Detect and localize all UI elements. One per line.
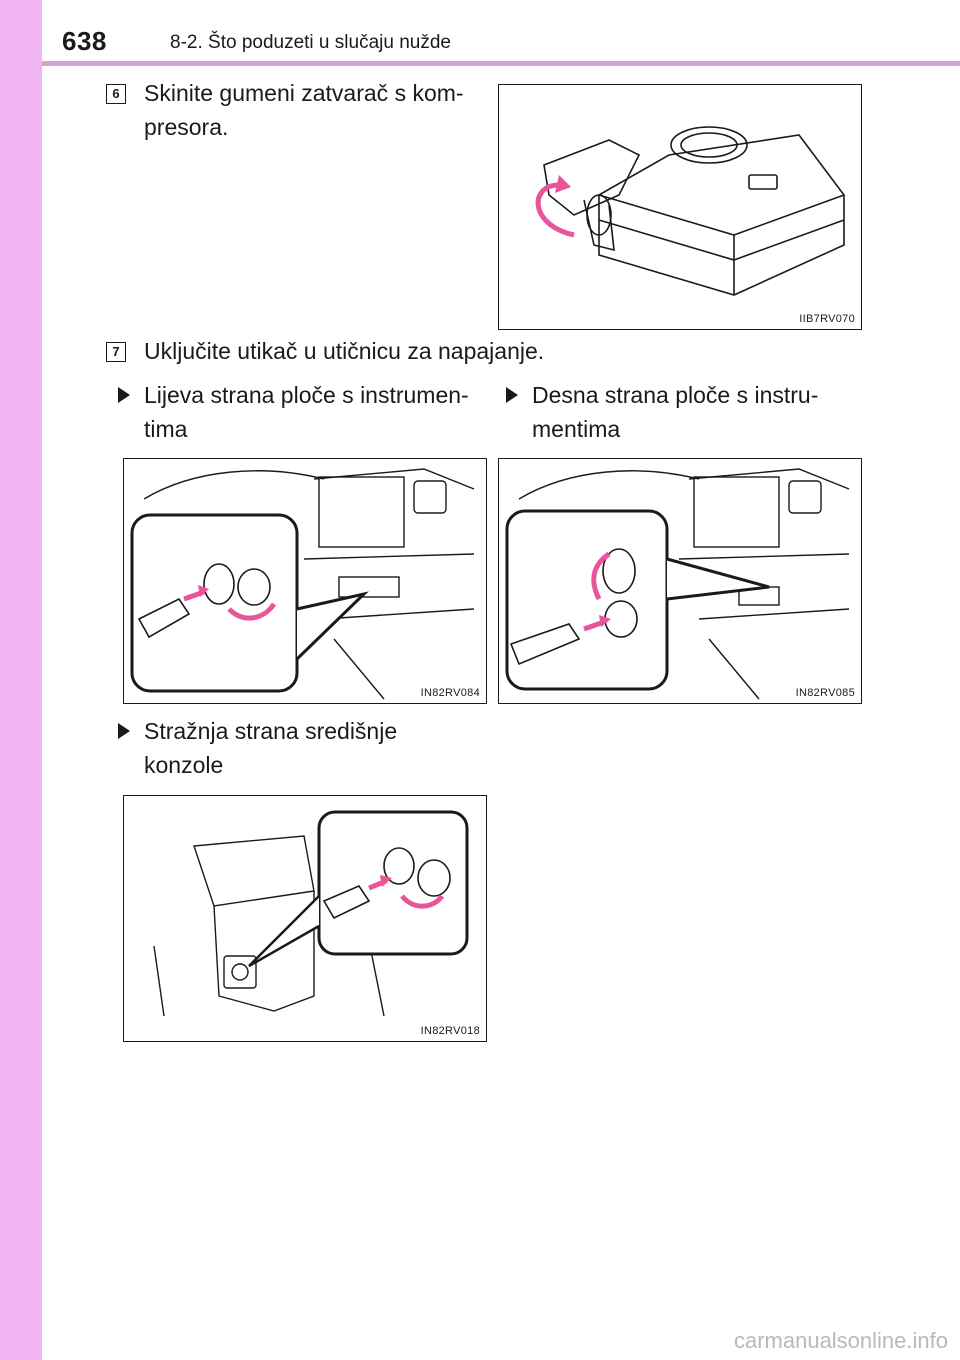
figure-code: IN82RV085 (795, 687, 855, 699)
bullet-arrow-icon (506, 387, 518, 403)
right-panel-illustration (499, 459, 861, 703)
figure-code: IIB7RV070 (799, 313, 855, 325)
step-7-text: Uključite utikač u utičnicu za napajanje. (144, 338, 545, 364)
step-number-6: 6 (106, 84, 126, 104)
section-title: 8-2. Što poduzeti u slučaju nužde (170, 32, 451, 53)
figure-right-panel (498, 458, 862, 704)
bullet-left-panel-text: Lijeva strana ploče s instrumen- tima (144, 382, 469, 442)
figure-left-panel (123, 458, 487, 704)
figure-code: IN82RV018 (420, 1025, 480, 1037)
step-number-7: 7 (106, 342, 126, 362)
bullet-rear-console-text: Stražnja strana središnje konzole (144, 718, 398, 778)
bullet-arrow-icon (118, 387, 130, 403)
figure-compressor (498, 84, 862, 330)
bullet-arrow-icon (118, 723, 130, 739)
figure-rear-console (123, 795, 487, 1042)
step-6-text: Skinite gumeni zatvarač s kom- presora. (144, 80, 464, 140)
compressor-illustration (499, 85, 861, 329)
bullet-right-panel-text: Desna strana ploče s instru- mentima (532, 382, 819, 442)
page-sidebar-tab (0, 0, 42, 1360)
page-number: 638 (62, 26, 107, 56)
rear-console-illustration (124, 796, 486, 1041)
figure-code: IN82RV084 (420, 687, 480, 699)
watermark: carmanualsonline.info (733, 1328, 948, 1353)
left-panel-illustration (124, 459, 486, 703)
header-rule (42, 61, 960, 66)
